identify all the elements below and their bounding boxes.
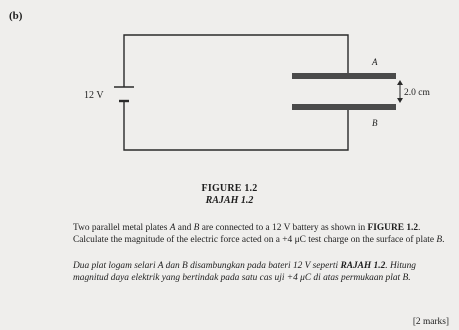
figure-caption-en: FIGURE 1.2 bbox=[201, 183, 258, 194]
separation-label: 2.0 cm bbox=[404, 88, 430, 98]
marks-label: [2 marks] bbox=[412, 317, 449, 327]
separation-arrow-head-top bbox=[397, 80, 403, 85]
question-text-ms: Dua plat logam selari A dan B disambungkan pada bateri 12 V seperti RAJAH 1.2. Hitung magnitud daya elektrik yang bertindak pada satu cas uji +4 μC di atas permukaan plat B. bbox=[73, 261, 416, 283]
plate-a-label: A bbox=[372, 57, 378, 67]
plate-b bbox=[292, 104, 396, 110]
plate-b-label: B bbox=[372, 118, 378, 128]
battery-label: 12 V bbox=[84, 90, 104, 101]
circuit-wire-left bbox=[124, 35, 348, 87]
plate-a bbox=[292, 73, 396, 79]
question-text-en: Two parallel metal plates A and B are connected to a 12 V battery as shown in FIGURE 1.2. Calculate the magnitude of the electric force acted on a +4 μC test charge on the surface of plate B. bbox=[73, 223, 445, 245]
figure-caption-ms: RAJAH 1.2 bbox=[205, 195, 254, 206]
separation-arrow-head-bottom bbox=[397, 98, 403, 103]
part-label: (b) bbox=[9, 10, 23, 22]
